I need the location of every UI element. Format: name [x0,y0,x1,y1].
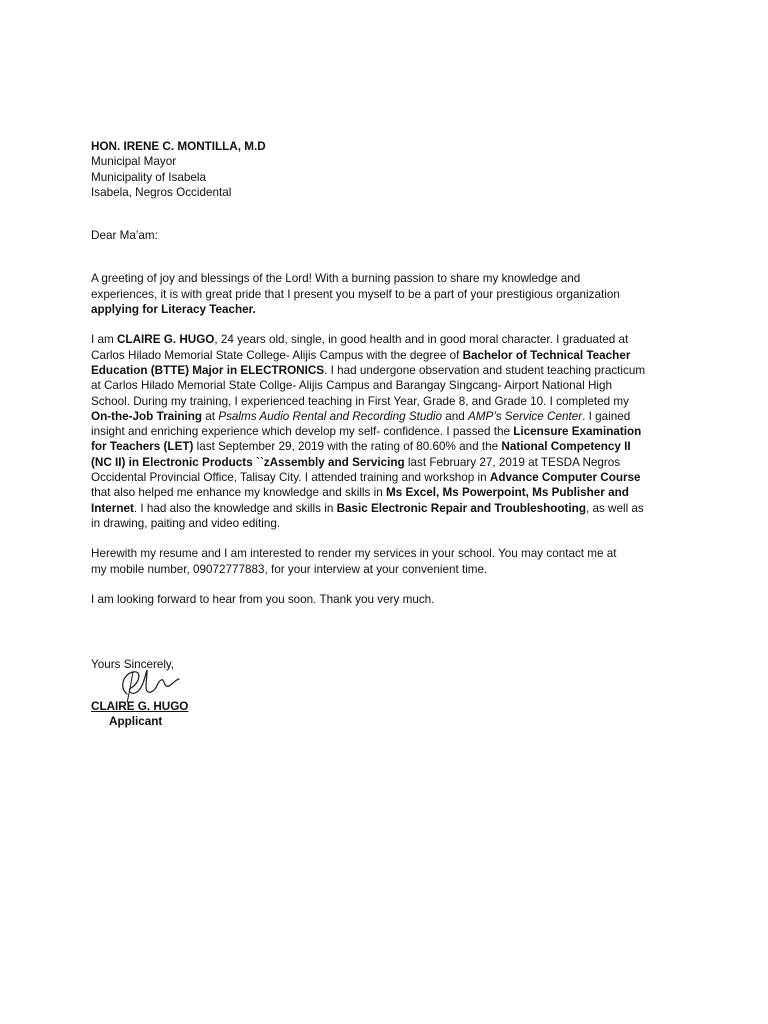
text-run: that also helped me enhance my knowledge and skills in [91,486,386,500]
degree-text: Bachelor of Technical Teacher [462,348,631,362]
paragraph-line: Herewith my resume and I am interested to render my services in your school. You may contact me at [91,547,617,561]
text-run: Occidental Provincial Office, Talisay City. I attended training and workshop in [91,471,490,485]
paragraph-contact [91,546,688,577]
paragraph-line [91,485,688,500]
text-run: . I had undergone observation and student teaching practicum [324,363,646,377]
paragraph-line [91,470,688,485]
text-run: last February 27, 2019 at TESDA Negros [404,455,621,469]
paragraph-line: in drawing, paiting and video editing. [91,516,281,530]
exam-text: for Teachers (LET) [91,440,194,454]
text-run: at [202,409,219,423]
paragraph-line: applying for Literacy Teacher. [91,303,256,317]
paragraph-line [91,363,688,378]
paragraph-line: experiences, it is with great pride that I present you myself to be a part of your prestigious organization [91,287,620,301]
paragraph-line [91,455,688,470]
paragraph-line: my mobile number, 09072777883, for your interview at your convenient time. [91,562,488,576]
text-run: and [442,409,468,423]
skills-text: Ms Excel, Ms Powerpoint, Ms Publisher and [385,486,629,500]
recipient-name: HON. IRENE C. MONTILLA, M.D [91,140,266,153]
paragraph-intro [91,271,688,317]
degree-text: Education (BTTE) Major in ELECTRONICS [91,363,325,377]
paragraph-line: A greeting of joy and blessings of the Lord! With a burning passion to share my knowledge and [91,272,581,286]
skills-text: Internet [91,501,134,515]
text-run: Carlos Hilado Memorial State College- Alijis Campus with the degree of [91,348,463,362]
handwritten-signature [113,662,183,704]
text-run: , 24 years old, single, in good health and in good moral character. I graduated at [214,333,629,347]
paragraph-closing: I am looking forward to hear from you soon. Thank you very much. [91,592,435,606]
paragraph-line [91,439,688,454]
company-name: AMP’s Service Center [468,409,583,423]
signature-block [91,672,688,729]
paragraph-background [91,332,688,531]
company-name: Psalms Audio Rental and Recording Studio [218,409,442,423]
text-run: , as well as [585,501,644,515]
paragraph-line: School. During my training, I experienced teaching in First Year, Grade 8, and Grade 10. I completed my [91,394,629,408]
paragraph-line [91,424,688,439]
exam-text: Licensure Examination [513,425,642,439]
paragraph-line [91,501,688,516]
text-run: last September 29, 2019 with the rating of 80.60% and the [193,440,502,454]
course-text: Advance Computer Course [489,471,641,485]
text-run: I am [91,333,117,347]
certificate-text: National Competency II [501,440,631,454]
paragraph-line [91,348,688,363]
signatory-name: CLAIRE G. HUGO [91,700,189,714]
recipient-block [91,139,688,200]
salutation: Dear Ma’am: [91,229,158,243]
recipient-office: Municipality of Isabela [91,170,206,184]
paragraph-line [91,332,688,347]
applicant-name-inline: CLAIRE G. HUGO [116,333,215,347]
text-run: . I had also the knowledge and skills in [133,501,337,515]
ojt-text: On-the-Job Training [91,409,203,423]
signatory-role: Applicant [109,715,163,729]
text-run: insight and enriching experience which develop my self- confidence. I passed the [91,425,514,439]
recipient-title: Municipal Mayor [91,155,177,169]
paragraph-line: at Carlos Hilado Memorial State Collge- Alijis Campus and Barangay Singcang- Airport National High [91,379,612,393]
skills-text: Basic Electronic Repair and Troubleshooting [336,501,586,515]
paragraph-line [91,409,688,424]
closing-phrase: Yours Sincerely, [91,658,175,672]
text-run: . I gained [582,409,631,423]
certificate-text: (NC II) in Electronic Products ``zAssembly and Servicing [91,455,405,469]
recipient-address: Isabela, Negros Occidental [91,185,232,199]
